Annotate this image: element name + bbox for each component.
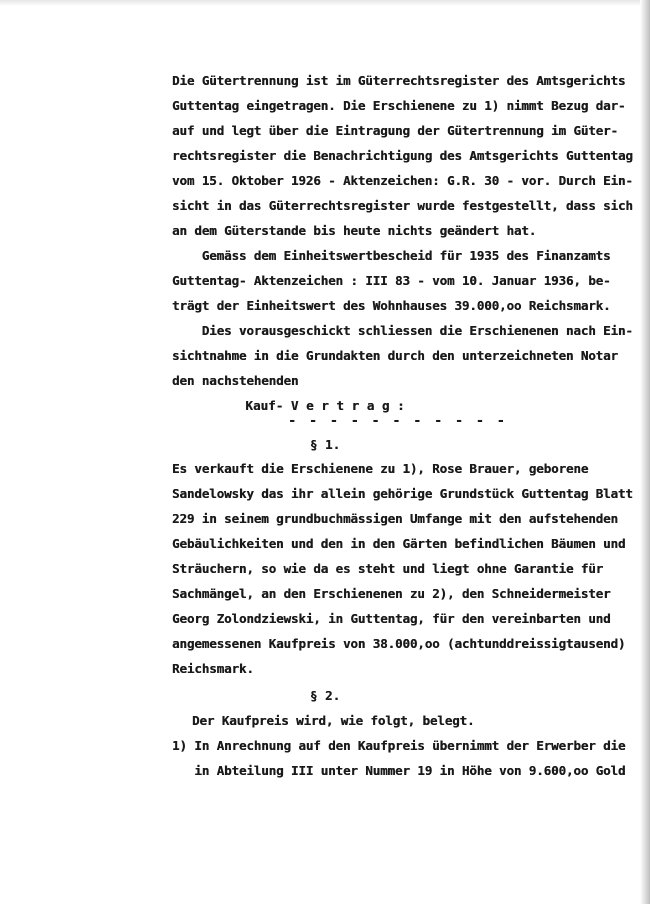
text-line: trägt der Einheitswert des Wohnhauses 39.000,oo Reichsmark. <box>172 298 611 313</box>
contract-heading: Kauf- V e r t r a g : <box>245 398 405 413</box>
text-line: Der Kaufpreis wird, wie folgt, belegt. <box>192 713 475 728</box>
text-line: 1) In Anrechnung auf den Kaufpreis übernimmt der Erwerber die <box>172 738 626 753</box>
text-line: vom 15. Oktober 1926 - Aktenzeichen: G.R. 30 - vor. Durch Ein- <box>172 173 633 188</box>
text-line: Guttentag eingetragen. Die Erschienene zu 1) nimmt Bezug dar- <box>172 98 626 113</box>
text-line: Dies vorausgeschickt schliessen die Erschienenen nach Ein- <box>172 323 633 338</box>
text-line: 229 in seinem grundbuchmässigen Umfange mit den aufstehenden <box>172 511 618 526</box>
section-1-heading: § 1. <box>309 437 341 452</box>
text-line: Reichsmark. <box>172 661 254 676</box>
text-line: Sträuchern, so wie da es steht und liegt ohne Garantie für <box>172 561 604 576</box>
text-line: sichtnahme in die Grundakten durch den unterzeichneten Notar <box>172 348 618 363</box>
text-line: Guttentag- Aktenzeichen : III 83 - vom 10. Januar 1936, be- <box>172 273 611 288</box>
text-line: Sachmängel, an den Erschienenen zu 2), den Schneidermeister <box>172 586 611 601</box>
text-line: Gebäulichkeiten und den in den Gärten befindlichen Bäumen und <box>172 536 626 551</box>
text-line: angemessenen Kaufpreis von 38.000,oo (achtunddreissigtausend) <box>172 636 626 651</box>
text-line: den nachstehenden <box>172 373 299 388</box>
text-line: in Abteilung III unter Nummer 19 in Höhe von 9.600,oo Gold <box>172 763 626 778</box>
section-2-heading: § 2. <box>309 688 341 703</box>
text-line: Die Gütertrennung ist im Güterrechtsregister des Amtsgerichts <box>172 73 626 88</box>
text-line: rechtsregister die Benachrichtigung des Amtsgerichts Guttentag <box>172 148 633 163</box>
scan-shadow-top <box>0 0 650 6</box>
text-line: an dem Güterstande bis heute nichts geändert hat. <box>172 223 537 238</box>
text-line: Gemäss dem Einheitswertbescheid für 1935 des Finanzamts <box>172 248 611 263</box>
text-line: Sandelowsky das ihr allein gehörige Grundstück Guttentag Blatt <box>172 486 633 501</box>
text-line: Es verkauft die Erschienene zu 1), Rose Brauer, geborene <box>172 461 589 476</box>
heading-underline: - - - - - - - - - - - <box>288 413 508 429</box>
text-line: auf und legt über die Eintragung der Gütertrennung im Güter- <box>172 123 618 138</box>
text-line: sicht in das Güterrechtsregister wurde festgestellt, dass sich <box>172 198 633 213</box>
text-line: Georg Zolondziewski, in Guttentag, für den vereinbarten und <box>172 611 611 626</box>
